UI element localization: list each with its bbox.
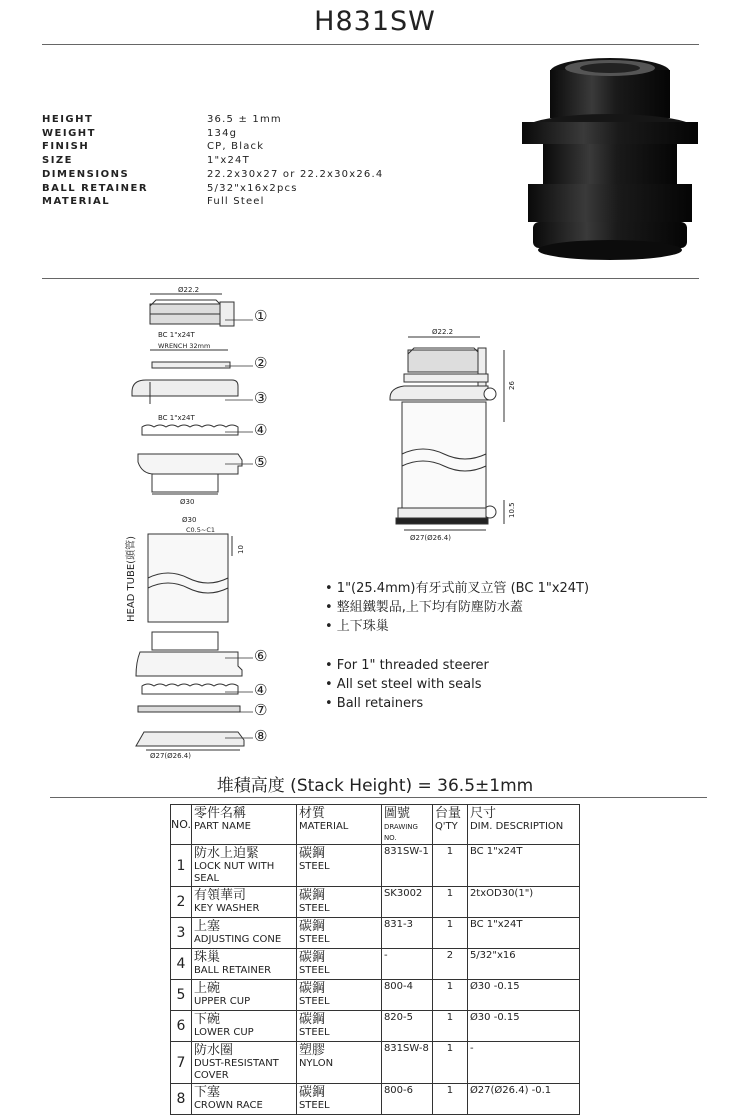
part-name-zh: 珠巢 [193,950,220,965]
note-en: • For 1" threaded steerer [325,658,489,673]
part-name-en: UPPER CUP [193,996,251,1007]
assembled-drawing [380,322,530,546]
dim-description: 5/32"x16 [469,950,516,961]
dim-description: 2txOD30(1") [469,888,534,899]
callout-4b: ④ [254,681,268,699]
row-no-text: 6 [176,1018,186,1034]
row-no [171,980,192,1011]
cup-dia-label: Ø30 [180,498,195,506]
note-zh: • 1"(25.4mm)有牙式前叉立管 (BC 1"x24T) [325,581,590,596]
row-no [171,1042,192,1084]
col-dim-zh: 尺寸 [469,806,496,821]
col-qty-zh: 台量 [434,806,461,821]
notes-zh [325,579,589,636]
row-qty [432,887,467,918]
row-part-name [191,845,296,887]
part-name-en: KEY WASHER [193,903,260,914]
parts-table [170,804,580,1115]
dim-description: Ø30 -0.15 [469,981,520,992]
note-en: • Ball retainers [325,696,424,711]
row-drawing [381,918,432,949]
thread2-label: BC 1"x24T [158,414,195,422]
qty: 1 [446,919,454,930]
material-zh: 碳鋼 [298,950,325,965]
table-row [171,887,580,918]
table-row [171,980,580,1011]
spec-labels [42,113,148,209]
spec-label: SIZE [42,155,74,167]
row-no-text: 5 [176,987,186,1003]
table-row [171,1011,580,1042]
spec-value: 134g [207,127,238,139]
spec-value: 1"x24T [207,155,250,167]
row-part-name [191,1084,296,1115]
callout-5: ⑤ [254,453,268,471]
row-material [296,1084,381,1115]
row-dim [467,918,579,949]
material-en: STEEL [298,1027,330,1038]
row-no-text: 4 [176,956,186,972]
part-name-zh: 上碗 [193,981,220,996]
part-name-en: CROWN RACE [193,1100,263,1111]
qty: 1 [446,846,454,857]
row-part-name [191,918,296,949]
head-tube-label: HEAD TUBE(頭管) [126,536,137,622]
row-drawing [381,980,432,1011]
qty: 1 [446,888,454,899]
table-header [171,805,580,845]
material-en: NYLON [298,1058,334,1069]
row-no-text: 2 [176,894,186,910]
qty: 1 [446,1085,454,1096]
row-qty [432,980,467,1011]
table-divider [50,797,707,798]
note-zh: • 整組鐵製品,上下均有防塵防水蓋 [325,600,523,615]
col-part-name-en: PART NAME [193,821,251,832]
drawing-no: 800-4 [383,981,413,992]
part-name-zh: 有領華司 [193,888,246,903]
part-name-en: LOWER CUP [193,1027,254,1038]
callout-3: ③ [254,389,268,407]
col-drawing-en: DRAWING NO. [383,823,418,842]
row-material [296,980,381,1011]
row-part-name [191,887,296,918]
row-qty [432,949,467,980]
spec-label: FINISH [42,141,90,153]
row-material [296,845,381,887]
material-zh: 碳鋼 [298,846,325,861]
drawing-no: - [383,950,388,961]
tube-dia-label: Ø30 [182,516,197,524]
thread-label: BC 1"x24T [158,331,195,339]
section-divider [42,278,699,279]
row-dim [467,1084,579,1115]
part-name-en: LOCK NUT WITH SEAL [193,861,275,884]
material-en: STEEL [298,965,330,976]
row-qty [432,918,467,949]
col-qty [432,805,467,845]
row-no [171,1011,192,1042]
callout-8: ⑧ [254,727,268,745]
callout-4: ④ [254,421,268,439]
col-part-name-zh: 零件名稱 [193,806,246,821]
asm-top-label: Ø22.2 [432,328,454,336]
spec-label: DIMENSIONS [42,168,130,180]
table-row [171,1042,580,1084]
col-part-name [191,805,296,845]
row-no-text: 3 [176,925,186,941]
asm-bottom-label: 10.5 [508,502,516,518]
row-no [171,949,192,980]
material-zh: 碳鋼 [298,1085,325,1100]
spec-value: 5/32"x16x2pcs [207,182,298,194]
col-no: NO. [171,805,192,845]
col-drawing [381,805,432,845]
drawing-no: 831-3 [383,919,413,930]
spec-label: MATERIAL [42,196,111,208]
row-no [171,1084,192,1115]
spec-value: 36.5 ± 1mm [207,114,282,125]
row-drawing [381,1011,432,1042]
row-no-text: 1 [176,857,186,874]
row-dim [467,845,579,887]
drawing-no: 820-5 [383,1012,413,1023]
part-name-zh: 上塞 [193,919,220,934]
material-en: STEEL [298,1100,330,1111]
asm-height-label: 26 [508,381,516,390]
headset-photo [515,50,705,265]
wrench-label: WRENCH 32mm [158,342,211,350]
note-zh: • 上下珠巢 [325,619,389,634]
drawing-no: 831SW-1 [383,846,429,857]
part-name-en: BALL RETAINER [193,965,272,976]
material-zh: 碳鋼 [298,1012,325,1027]
row-part-name [191,1042,296,1084]
drawing-no: 800-6 [383,1085,413,1096]
chamfer-label: C0.5~C1 [186,526,215,534]
part-name-zh: 下碗 [193,1012,220,1027]
notes-en [325,656,489,713]
row-material [296,887,381,918]
row-part-name [191,980,296,1011]
row-dim [467,980,579,1011]
row-drawing [381,845,432,887]
spec-label: WEIGHT [42,127,96,139]
row-material [296,918,381,949]
spec-label: HEIGHT [42,114,94,125]
qty: 2 [446,950,454,961]
material-zh: 碳鋼 [298,888,325,903]
row-qty [432,1011,467,1042]
dim-description: BC 1"x24T [469,919,523,930]
col-material [296,805,381,845]
row-no [171,845,192,887]
spec-label: BALL RETAINER [42,182,149,194]
spec-value: CP, Black [207,141,265,153]
table-row [171,949,580,980]
part-name-en: DUST-RESISTANT COVER [193,1058,279,1081]
spec-value: Full Steel [207,196,265,208]
table-row [171,918,580,949]
dim-top-label: Ø22.2 [178,286,200,294]
material-en: STEEL [298,861,330,872]
row-no [171,918,192,949]
row-no [171,887,192,918]
dim-description: BC 1"x24T [469,846,523,857]
row-dim [467,1011,579,1042]
row-material [296,949,381,980]
row-dim [467,949,579,980]
qty: 1 [446,1043,454,1054]
table-row [171,1084,580,1115]
row-drawing [381,949,432,980]
material-zh: 碳鋼 [298,919,325,934]
part-name-zh: 防水圈 [193,1043,233,1058]
ten-label: 10 [237,545,245,554]
dim-description: Ø27(Ø26.4) -0.1 [469,1085,552,1096]
qty: 1 [446,981,454,992]
asm-crown-label: Ø27(Ø26.4) [410,534,451,542]
row-material [296,1011,381,1042]
crown-label: Ø27(Ø26.4) [150,752,191,760]
row-no-text: 7 [176,1054,186,1071]
drawing-no: 831SW-8 [383,1043,429,1054]
material-zh: 塑膠 [298,1043,325,1058]
col-material-en: MATERIAL [298,821,349,832]
row-dim [467,887,579,918]
callout-6: ⑥ [254,647,268,665]
callout-2: ② [254,354,268,372]
col-material-zh: 材質 [298,806,325,821]
callout-7: ⑦ [254,701,268,719]
spec-value: 22.2x30x27 or 22.2x30x26.4 [207,168,384,180]
col-dim-en: DIM. DESCRIPTION [469,821,564,832]
part-name-zh: 下塞 [193,1085,220,1100]
note-en: • All set steel with seals [325,677,482,692]
col-qty-en: Q'TY [434,821,458,832]
col-dim [467,805,579,845]
title-divider [42,44,699,45]
row-qty [432,845,467,887]
table-row [171,845,580,887]
material-en: STEEL [298,996,330,1007]
row-material [296,1042,381,1084]
dim-description: - [469,1043,474,1054]
material-en: STEEL [298,934,330,945]
qty: 1 [446,1012,454,1023]
row-qty [432,1042,467,1084]
row-qty [432,1084,467,1115]
part-name-en: ADJUSTING CONE [193,934,282,945]
col-drawing-zh: 圖號 [383,806,410,821]
drawing-no: SK3002 [383,888,423,899]
row-no-text: 8 [176,1091,186,1107]
row-drawing [381,1084,432,1115]
stack-height: 堆積高度 (Stack Height) = 36.5±1mm [216,776,534,796]
callout-1: ① [254,307,268,325]
row-part-name [191,1011,296,1042]
material-en: STEEL [298,903,330,914]
product-title: H831SW [314,6,436,37]
row-part-name [191,949,296,980]
row-dim [467,1042,579,1084]
dim-description: Ø30 -0.15 [469,1012,520,1023]
row-drawing [381,887,432,918]
spec-values [207,113,383,209]
row-drawing [381,1042,432,1084]
material-zh: 碳鋼 [298,981,325,996]
part-name-zh: 防水上迫緊 [193,846,259,861]
